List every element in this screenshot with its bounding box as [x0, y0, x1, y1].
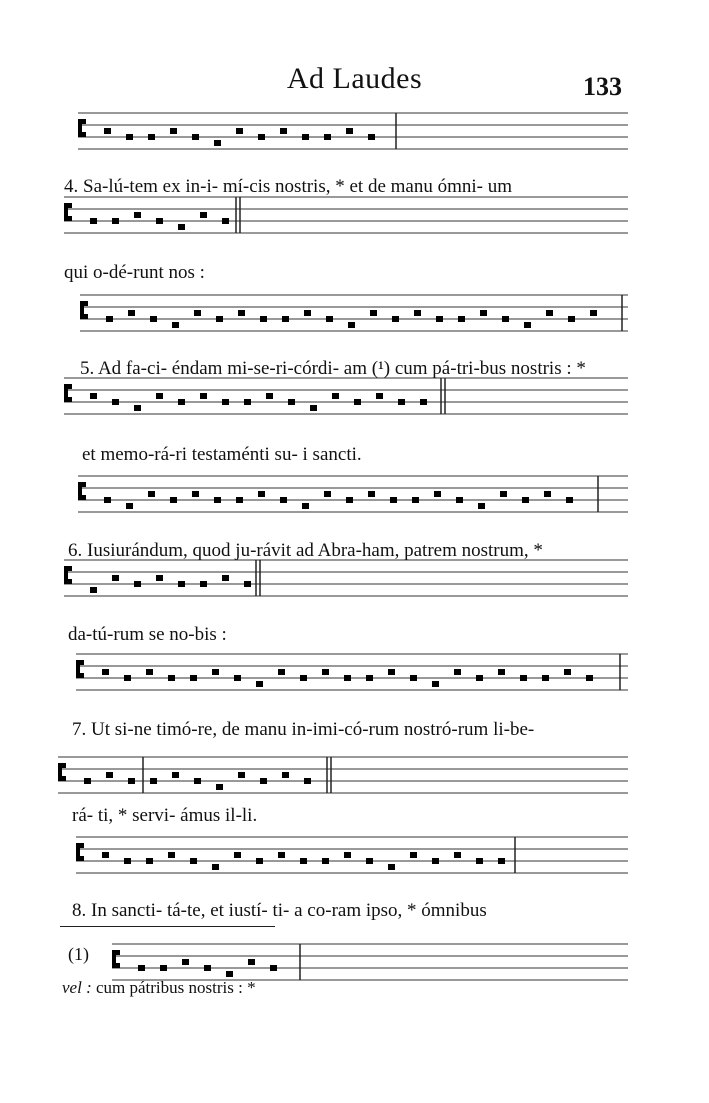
clef-mark: [68, 203, 72, 208]
neume: [354, 399, 361, 405]
neume: [310, 405, 317, 411]
neume: [172, 322, 179, 328]
neume: [212, 864, 219, 870]
clef-mark: [82, 482, 86, 487]
neume: [178, 581, 185, 587]
neume: [476, 858, 483, 864]
neume: [502, 316, 509, 322]
neume: [156, 393, 163, 399]
neume: [278, 852, 285, 858]
neume: [90, 393, 97, 399]
neume: [398, 399, 405, 405]
clef-mark: [68, 566, 72, 571]
neume: [414, 310, 421, 316]
page-number: 133: [583, 72, 622, 101]
neume: [288, 399, 295, 405]
footnote-label: vel :: [62, 978, 92, 997]
neume: [432, 858, 439, 864]
neume: [238, 772, 245, 778]
neume: [302, 503, 309, 509]
neume: [134, 212, 141, 218]
neume: [146, 669, 153, 675]
neume: [146, 858, 153, 864]
neume: [586, 675, 593, 681]
neume: [346, 128, 353, 134]
neume: [160, 965, 167, 971]
neume: [104, 128, 111, 134]
neume: [150, 778, 157, 784]
neume: [524, 322, 531, 328]
neume: [546, 310, 553, 316]
neume: [348, 322, 355, 328]
neume: [476, 675, 483, 681]
neume: [128, 310, 135, 316]
clef-mark: [68, 216, 72, 221]
verse-7-line-2: rá- ti, * servi- ámus il-li.: [72, 805, 258, 826]
clef-mark: [68, 384, 72, 389]
neume: [178, 224, 185, 230]
neume: [200, 393, 207, 399]
footnote-text: cum pátribus nostris : *: [95, 978, 256, 997]
neume: [156, 575, 163, 581]
verse-4-line-1: 4. Sa-lú-tem ex in-i- mí-cis nostris, * et de manu ómni- um: [64, 176, 513, 197]
neume: [282, 772, 289, 778]
neume: [388, 669, 395, 675]
neume: [280, 497, 287, 503]
neume: [478, 503, 485, 509]
neume: [216, 316, 223, 322]
clef-mark: [68, 397, 72, 402]
neume: [126, 503, 133, 509]
clef-icon: [112, 950, 116, 968]
neume: [212, 669, 219, 675]
neume: [168, 852, 175, 858]
neume: [258, 134, 265, 140]
clef-icon: [58, 763, 62, 781]
neume: [266, 393, 273, 399]
clef-mark: [62, 776, 66, 781]
neume: [126, 134, 133, 140]
neume: [282, 316, 289, 322]
neume: [370, 310, 377, 316]
neume: [498, 858, 505, 864]
neume: [124, 858, 131, 864]
clef-mark: [82, 132, 86, 137]
neume: [190, 858, 197, 864]
neume: [260, 316, 267, 322]
neume: [214, 140, 221, 146]
neume: [222, 575, 229, 581]
footnote-marker: (1): [68, 944, 89, 964]
neume: [392, 316, 399, 322]
page-title: Ad Laudes: [286, 62, 423, 95]
neume: [368, 491, 375, 497]
neume: [244, 399, 251, 405]
neume: [194, 310, 201, 316]
neume: [124, 675, 131, 681]
neume: [104, 497, 111, 503]
neume: [168, 675, 175, 681]
neume: [256, 681, 263, 687]
neume: [236, 128, 243, 134]
clef-icon: [78, 482, 82, 500]
neume: [432, 681, 439, 687]
neume: [106, 316, 113, 322]
neume: [222, 399, 229, 405]
neume: [376, 393, 383, 399]
neume: [458, 316, 465, 322]
neume: [170, 128, 177, 134]
neume: [112, 399, 119, 405]
neume: [234, 675, 241, 681]
clef-icon: [76, 660, 80, 678]
clef-icon: [76, 843, 80, 861]
neume: [150, 316, 157, 322]
neume: [200, 212, 207, 218]
neume: [564, 669, 571, 675]
clef-icon: [78, 119, 82, 137]
neume: [590, 310, 597, 316]
neume: [270, 965, 277, 971]
footnote-line: [62, 978, 256, 998]
neume: [192, 491, 199, 497]
neume: [134, 581, 141, 587]
neume: [248, 959, 255, 965]
clef-mark: [68, 579, 72, 584]
neume: [344, 675, 351, 681]
neume: [498, 669, 505, 675]
neume: [90, 218, 97, 224]
neume: [194, 778, 201, 784]
verse-6-line-2: da-tú-rum se no-bis :: [68, 624, 227, 645]
neume: [390, 497, 397, 503]
neume: [112, 575, 119, 581]
neume: [346, 497, 353, 503]
neume: [214, 497, 221, 503]
neume: [410, 675, 417, 681]
neume: [304, 778, 311, 784]
neume: [90, 587, 97, 593]
neume: [256, 858, 263, 864]
neume: [300, 675, 307, 681]
neume: [434, 491, 441, 497]
verse-5-line-2: et memo-rá-ri testaménti su- i sancti.: [82, 444, 362, 465]
footnote-separator: [60, 926, 275, 927]
clef-icon: [64, 566, 68, 584]
neume: [102, 669, 109, 675]
neume: [190, 675, 197, 681]
neume: [128, 778, 135, 784]
neume: [566, 497, 573, 503]
neume: [178, 399, 185, 405]
neume: [324, 134, 331, 140]
neume: [138, 965, 145, 971]
neume: [410, 852, 417, 858]
verse-8-line-1: 8. In sancti- tá-te, et iustí- ti- a co-ram ipso, * ómnibus: [72, 900, 487, 921]
neume: [420, 399, 427, 405]
neume: [368, 134, 375, 140]
clef-mark: [82, 495, 86, 500]
neume: [454, 669, 461, 675]
neume: [500, 491, 507, 497]
neume: [332, 393, 339, 399]
clef-mark: [80, 673, 84, 678]
neume: [568, 316, 575, 322]
neume: [522, 497, 529, 503]
clef-icon: [64, 384, 68, 402]
clef-mark: [116, 950, 120, 955]
neume: [234, 852, 241, 858]
neume: [112, 218, 119, 224]
neume: [148, 134, 155, 140]
neume: [366, 858, 373, 864]
clef-mark: [80, 856, 84, 861]
neume: [300, 858, 307, 864]
verse-5-line-1: 5. Ad fa-ci- éndam mi-se-ri-córdi- am (¹) cum pá-tri-bus nostris : *: [80, 358, 586, 379]
clef-icon: [64, 203, 68, 221]
neume: [182, 959, 189, 965]
neume: [102, 852, 109, 858]
verse-4-line-2: qui o-dé-runt nos :: [64, 262, 205, 283]
neume: [454, 852, 461, 858]
neume: [170, 497, 177, 503]
neume: [388, 864, 395, 870]
verse-6-line-1: 6. Iusiurándum, quod ju-rávit ad Abra-ham, patrem nostrum, *: [68, 540, 543, 561]
neume: [216, 784, 223, 790]
neume: [106, 772, 113, 778]
neume: [172, 772, 179, 778]
neume: [324, 491, 331, 497]
neume: [260, 778, 267, 784]
neume: [302, 134, 309, 140]
neume: [134, 405, 141, 411]
neume: [258, 491, 265, 497]
neume: [244, 581, 251, 587]
clef-mark: [80, 843, 84, 848]
neume: [84, 778, 91, 784]
neume: [192, 134, 199, 140]
neume: [436, 316, 443, 322]
neume: [278, 669, 285, 675]
neume: [366, 675, 373, 681]
neume: [412, 497, 419, 503]
clef-mark: [82, 119, 86, 124]
neume: [280, 128, 287, 134]
clef-icon: [80, 301, 84, 319]
neume: [520, 675, 527, 681]
verse-7-line-1: 7. Ut si-ne timó-re, de manu in-imi-có-rum nostró-rum li-be-: [72, 719, 535, 740]
neume: [200, 581, 207, 587]
neume: [480, 310, 487, 316]
neume: [238, 310, 245, 316]
neume: [322, 858, 329, 864]
neume: [236, 497, 243, 503]
neume: [322, 669, 329, 675]
neume: [544, 491, 551, 497]
clef-mark: [80, 660, 84, 665]
neume: [226, 971, 233, 977]
neume: [148, 491, 155, 497]
neume: [204, 965, 211, 971]
clef-mark: [116, 963, 120, 968]
neume: [222, 218, 229, 224]
clef-mark: [62, 763, 66, 768]
clef-mark: [84, 314, 88, 319]
neume: [156, 218, 163, 224]
neume: [344, 852, 351, 858]
neume: [326, 316, 333, 322]
clef-mark: [84, 301, 88, 306]
neume: [304, 310, 311, 316]
neume: [542, 675, 549, 681]
neume: [456, 497, 463, 503]
